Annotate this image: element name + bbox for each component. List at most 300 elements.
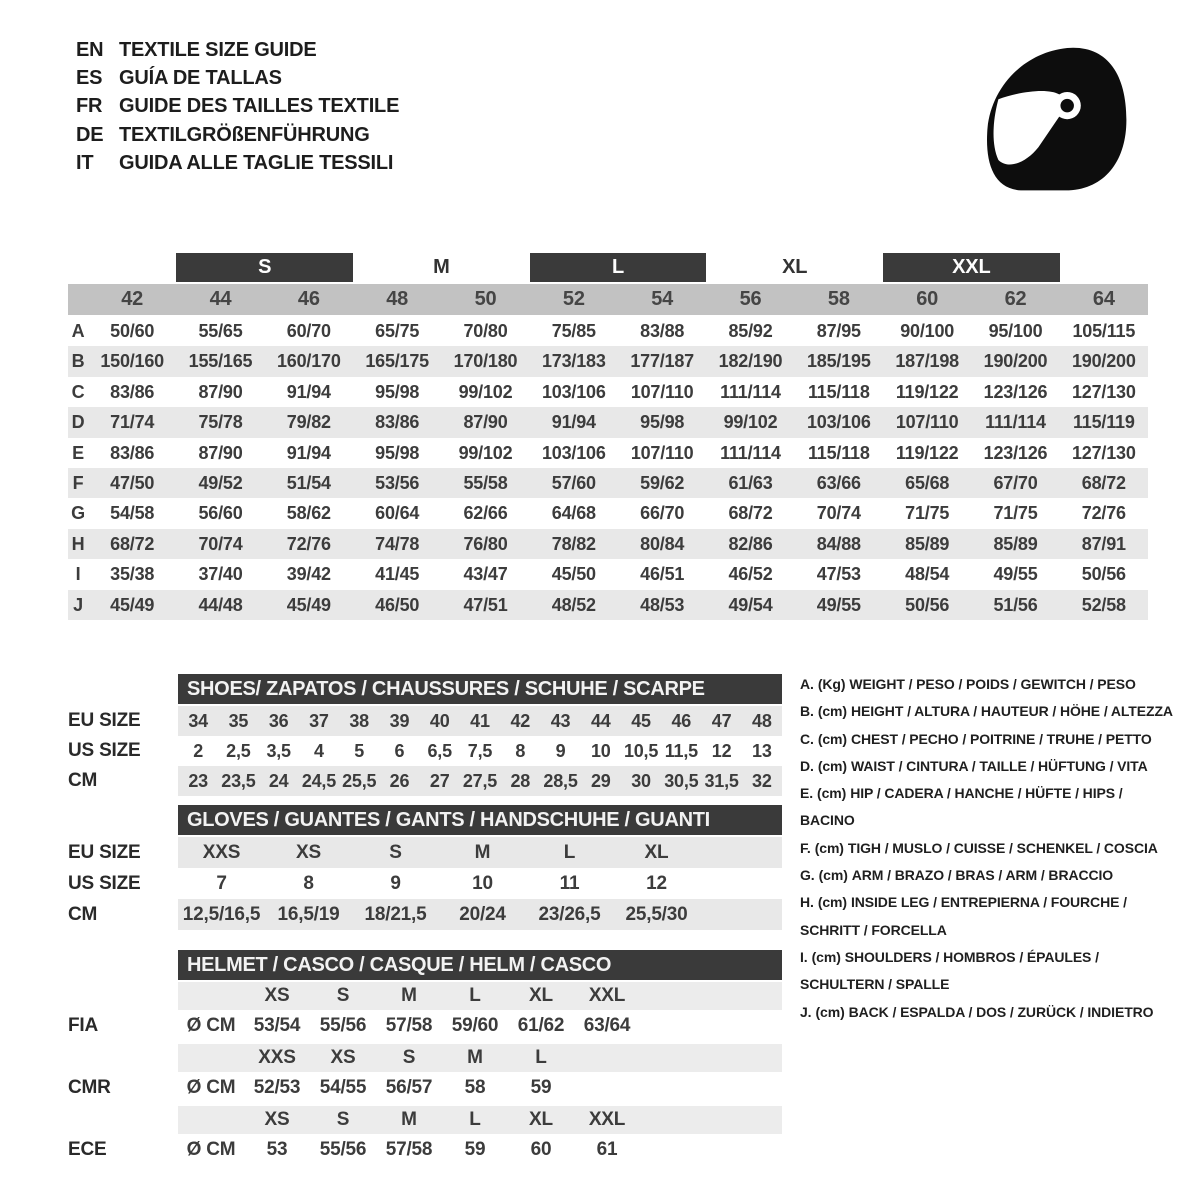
measurement-value: 80/84: [640, 533, 685, 554]
measurement-value: 54/58: [110, 503, 155, 524]
gloves-row: [68, 837, 782, 868]
shoes-row: [68, 766, 782, 796]
legend-key: F.: [800, 839, 811, 856]
gloves-table: [68, 805, 782, 930]
shoes-size-value: 28,5: [543, 771, 578, 791]
measurement-letter: I: [75, 564, 81, 585]
shoes-row: [68, 736, 782, 766]
language-code: ES: [76, 67, 103, 90]
helmet-size-label: M: [401, 985, 417, 1006]
measurement-legend: [800, 671, 1180, 1026]
measurement-value: 46/50: [375, 594, 420, 615]
gloves-size-value: XL: [644, 842, 669, 863]
helmet-size-value: 59/60: [451, 1015, 499, 1036]
measurement-value: 87/90: [198, 381, 243, 402]
measurement-value: 55/65: [198, 321, 243, 341]
language-title: TEXTILGRÖßENFÜHRUNG: [119, 123, 370, 146]
size-number: 50: [474, 288, 497, 310]
measurement-value: 85/92: [728, 321, 773, 341]
helmet-sizes-row-spacer: [68, 1106, 178, 1134]
measurement-value: 49/55: [993, 564, 1038, 585]
shoes-header-bar: [178, 674, 782, 704]
measurement-value: 45/49: [286, 594, 331, 615]
size-group-label: M: [433, 256, 450, 278]
measurement-value: 39/42: [286, 564, 331, 585]
helmet-values-row: [68, 1072, 782, 1104]
measurement-value: 59/62: [640, 472, 685, 493]
textile-size-table: [68, 253, 1148, 620]
measurement-value: 115/118: [807, 381, 870, 402]
measurement-value: 83/88: [640, 321, 685, 341]
shoes-size-value: 32: [752, 771, 772, 791]
measurement-letter: J: [73, 594, 83, 615]
language-title: GUIDE DES TAILLES TEXTILE: [119, 95, 400, 118]
helmet-size-label: S: [402, 1047, 416, 1068]
shoes-size-value: 41: [470, 711, 490, 731]
shoes-size-value: 3,5: [266, 741, 291, 761]
legend-item: [800, 862, 1180, 889]
measurement-value: 76/80: [463, 533, 508, 554]
size-number: 60: [916, 288, 939, 310]
helmet-size-label: XXS: [258, 1047, 296, 1068]
measurement-value: 71/75: [905, 503, 950, 524]
size-number: 52: [562, 288, 585, 310]
shoes-size-value: 2,5: [226, 741, 251, 761]
size-number: 54: [651, 288, 674, 310]
measurement-letter: H: [71, 533, 85, 554]
gloves-row-label: EU SIZE: [68, 842, 141, 863]
helmet-size-label: S: [336, 1109, 350, 1130]
helmet-size-label: L: [535, 1047, 547, 1068]
legend-unit: (cm): [818, 867, 848, 884]
measurement-value: 115/118: [807, 442, 870, 463]
measurement-value: 173/183: [541, 351, 606, 372]
measurement-value: 51/56: [993, 594, 1038, 615]
gloves-size-value: 11: [559, 873, 580, 894]
measurement-value: 85/89: [905, 533, 950, 554]
measurement-value: 35/38: [110, 564, 155, 585]
measurement-value: 71/75: [993, 503, 1038, 524]
helmet-size-value: 63/64: [583, 1015, 631, 1036]
measurement-value: 182/190: [718, 351, 783, 372]
helmet-table: [68, 950, 782, 1166]
shoes-size-value: 10,5: [623, 741, 659, 761]
measurement-value: 51/54: [286, 472, 331, 493]
measurement-value: 170/180: [453, 351, 518, 372]
measurement-value: 74/78: [375, 533, 420, 554]
shoes-row: [68, 706, 782, 736]
shoes-size-value: 39: [389, 711, 410, 731]
measurement-value: 49/54: [728, 594, 773, 615]
size-number: 46: [297, 288, 320, 310]
measurement-row: [68, 559, 1148, 589]
shoes-size-value: 23,5: [221, 771, 256, 791]
gloves-size-value: XS: [296, 842, 321, 863]
size-group-label: S: [176, 253, 353, 282]
language-code: DE: [76, 123, 104, 146]
measurement-value: 84/88: [816, 533, 861, 554]
shoes-size-value: 30: [631, 771, 651, 791]
shoes-size-value: 9: [555, 741, 566, 761]
shoes-size-value: 13: [752, 741, 772, 761]
gloves-row: [68, 868, 782, 899]
measurement-value: 72/76: [1081, 503, 1126, 524]
measurement-value: 83/86: [110, 381, 155, 402]
helmet-sizes-row: [68, 1106, 782, 1134]
shoes-size-value: 31,5: [704, 771, 739, 791]
helmet-standard-label: ECE: [68, 1139, 107, 1160]
legend-key: I.: [800, 948, 808, 965]
measurement-value: 68/72: [728, 503, 773, 524]
shoes-size-value: 26: [389, 771, 410, 791]
helmet-values-row: [68, 1010, 782, 1042]
legend-unit: (cm): [815, 1003, 845, 1020]
helmet-size-label: M: [401, 1109, 417, 1130]
measurement-value: 123/126: [983, 442, 1048, 463]
helmet-sizes-row: [68, 982, 782, 1010]
shoes-size-value: 36: [268, 711, 289, 731]
helmet-size-value: 54/55: [319, 1077, 367, 1098]
measurement-value: 70/74: [198, 533, 243, 554]
measurement-value: 111/114: [720, 381, 781, 402]
legend-item: [800, 889, 1180, 944]
measurement-value: 82/86: [728, 533, 773, 554]
measurement-value: 55/58: [463, 472, 508, 493]
helmet-size-value: 52/53: [253, 1077, 301, 1098]
size-number: 56: [739, 288, 762, 310]
legend-key: A.: [800, 676, 814, 692]
gloves-size-value: 8: [303, 873, 314, 894]
measurement-value: 44/48: [198, 594, 243, 615]
helmet-size-label: M: [467, 1047, 483, 1068]
measurement-value: 65/75: [375, 321, 420, 341]
legend-item: [800, 999, 1180, 1026]
measurement-value: 78/82: [551, 533, 596, 554]
measurement-value: 45/50: [551, 564, 596, 585]
helmet-size-label: XXL: [588, 1109, 626, 1130]
helmet-size-value: 55/56: [319, 1139, 367, 1160]
measurement-value: 75/85: [551, 321, 596, 341]
measurement-value: 119/122: [895, 442, 959, 463]
measurement-value: 87/90: [463, 412, 508, 433]
legend-item: [800, 944, 1180, 999]
measurement-letter: E: [72, 442, 84, 463]
helmet-standard-label: CMR: [68, 1077, 111, 1098]
legend-text: WEIGHT / PESO / POIDS / GEWITCH / PESO: [849, 676, 1136, 692]
helmet-size-label: XS: [330, 1047, 356, 1068]
shoes-size-value: 35: [228, 711, 249, 731]
legend-text: BACK / ESPALDA / DOS / ZURÜCK / INDIETRO: [848, 1003, 1154, 1020]
gloves-row-label: US SIZE: [68, 873, 141, 894]
size-number: 42: [121, 288, 144, 310]
measurement-value: 190/200: [1071, 351, 1136, 372]
measurement-value: 67/70: [993, 472, 1038, 493]
gloves-size-value: L: [563, 842, 576, 863]
shoes-size-value: 8: [515, 741, 526, 761]
shoes-size-value: 38: [349, 711, 369, 731]
measurement-letter: D: [71, 412, 85, 433]
language-code: EN: [76, 38, 104, 61]
helmet-size-value: 58: [464, 1077, 486, 1098]
helmet-size-label: XS: [264, 1109, 290, 1130]
helmet-standard-group: [68, 1044, 782, 1104]
measurement-row: [68, 590, 1148, 620]
helmet-sizes-row-spacer: [68, 982, 178, 1010]
legend-text: WAIST / CINTURA / TAILLE / HÜFTUNG / VITA: [850, 757, 1148, 774]
measurement-value: 48/54: [905, 564, 950, 585]
measurement-value: 48/52: [551, 594, 596, 615]
helmet-sizes-row-spacer: [68, 1044, 178, 1072]
helmet-size-label: XL: [529, 985, 553, 1006]
helmet-size-value: 59: [464, 1139, 486, 1160]
helmet-size-value: 57/58: [385, 1139, 433, 1160]
gloves-size-value: 10: [472, 873, 493, 894]
helmet-size-value: 55/56: [319, 1015, 367, 1036]
gloves-size-value: M: [474, 842, 491, 863]
helmet-size-value: 61/62: [517, 1015, 565, 1036]
language-title-list: [76, 36, 399, 178]
measurement-value: 47/53: [816, 564, 861, 585]
shoes-size-value: 2: [193, 741, 204, 761]
measurement-value: 185/195: [806, 351, 871, 372]
measurement-value: 48/53: [640, 594, 685, 615]
helmet-size-label: L: [469, 985, 481, 1006]
gloves-size-value: 25,5/30: [625, 904, 688, 925]
measurement-value: 165/175: [365, 351, 429, 372]
measurement-row: [68, 498, 1148, 528]
measurement-row: [68, 438, 1148, 468]
language-title: GUIDA ALLE TAGLIE TESSILI: [119, 152, 394, 175]
measurement-value: 50/60: [110, 321, 155, 341]
helmet-icon: [975, 40, 1137, 200]
measurement-value: 83/86: [110, 442, 155, 463]
shoes-size-value: 24: [268, 771, 289, 791]
measurement-value: 87/90: [198, 442, 243, 463]
helmet-size-value: 53/54: [253, 1015, 301, 1036]
shoes-table: [68, 674, 782, 796]
helmet-size-label: XL: [529, 1109, 553, 1130]
shoes-size-value: 40: [429, 711, 450, 731]
measurement-value: 65/68: [905, 472, 950, 493]
measurement-value: 64/68: [551, 503, 596, 524]
measurement-value: 107/110: [895, 412, 959, 433]
shoes-row-label: CM: [68, 770, 98, 791]
legend-text: ARM / BRAZO / BRAS / ARM / BRACCIO: [851, 867, 1114, 884]
measurement-value: 107/110: [630, 442, 694, 463]
shoes-size-value: 5: [354, 741, 365, 761]
gloves-header-bar: [178, 805, 782, 835]
measurement-value: 115/119: [1072, 412, 1135, 433]
measurement-value: 63/66: [816, 472, 861, 493]
size-group-label: L: [530, 253, 707, 282]
measurement-value: 85/89: [993, 533, 1038, 554]
helmet-size-value: 57/58: [385, 1015, 433, 1036]
measurement-rows: [68, 316, 1148, 620]
language-row: [76, 36, 399, 64]
measurement-value: 91/94: [551, 412, 596, 433]
measurement-value: 91/94: [286, 381, 331, 402]
language-title: GUÍA DE TALLAS: [119, 67, 282, 90]
legend-text: INSIDE LEG / ENTREPIERNA / FOURCHE / SCHRITT / FORCELLA: [800, 894, 1127, 938]
helmet-size-value: 53: [266, 1139, 288, 1160]
measurement-value: 49/55: [816, 594, 861, 615]
language-title: TEXTILE SIZE GUIDE: [119, 38, 317, 61]
size-number: 44: [209, 288, 232, 310]
measurement-value: 66/70: [640, 503, 685, 524]
measurement-value: 95/98: [640, 412, 685, 433]
measurement-value: 68/72: [1081, 472, 1126, 493]
shoes-size-value: 11,5: [664, 741, 698, 761]
shoes-size-value: 27: [429, 771, 450, 791]
gloves-size-value: 23/26,5: [538, 904, 601, 925]
legend-key: J.: [800, 1003, 812, 1020]
shoes-size-value: 48: [752, 711, 772, 731]
measurement-row: [68, 529, 1148, 559]
measurement-value: 111/114: [720, 442, 781, 463]
measurement-value: 71/74: [110, 412, 155, 433]
measurement-value: 58/62: [286, 503, 331, 524]
measurement-row: [68, 346, 1148, 376]
measurement-value: 50/56: [1081, 564, 1126, 585]
shoes-size-value: 30,5: [664, 771, 699, 791]
legend-key: D.: [800, 757, 814, 774]
legend-key: C.: [800, 730, 814, 747]
legend-unit: (cm): [817, 894, 847, 911]
legend-item: [800, 698, 1180, 725]
size-number: 48: [386, 288, 409, 310]
measurement-value: 47/51: [463, 594, 508, 615]
measurement-value: 111/114: [985, 412, 1046, 433]
legend-unit: (cm): [814, 839, 844, 856]
shoes-size-value: 10: [590, 741, 611, 761]
measurement-row: [68, 377, 1148, 407]
size-number: 58: [827, 288, 850, 310]
measurement-value: 187/198: [895, 351, 959, 372]
shoes-size-value: 45: [631, 711, 651, 731]
gloves-row-label: CM: [68, 904, 98, 925]
measurement-value: 60/70: [286, 321, 331, 341]
shoes-size-value: 4: [314, 741, 324, 761]
measurement-value: 46/52: [728, 564, 773, 585]
measurement-value: 60/64: [375, 503, 420, 524]
measurement-row: [68, 407, 1148, 437]
helmet-size-label: S: [336, 985, 350, 1006]
helmet-size-value: 61: [596, 1139, 618, 1160]
size-number: 62: [1004, 288, 1027, 310]
measurement-value: 160/170: [276, 351, 341, 372]
legend-item: [800, 753, 1180, 780]
shoes-size-value: 34: [188, 711, 208, 731]
measurement-value: 103/106: [541, 381, 606, 402]
measurement-value: 103/106: [806, 412, 871, 433]
measurement-value: 103/106: [541, 442, 606, 463]
measurement-letter: G: [71, 503, 85, 524]
gloves-size-value: 9: [390, 873, 401, 894]
measurement-value: 95/100: [988, 321, 1043, 341]
helmet-size-label: XXL: [588, 985, 626, 1006]
shoes-size-value: 43: [550, 711, 571, 731]
measurement-value: 50/56: [905, 594, 950, 615]
legend-unit: (Kg): [817, 676, 846, 692]
gloves-size-value: 16,5/19: [277, 904, 340, 925]
size-number: 64: [1092, 288, 1115, 310]
measurement-value: 95/98: [375, 381, 420, 402]
legend-unit: (cm): [817, 757, 847, 774]
measurement-value: 99/102: [458, 442, 513, 463]
measurement-value: 127/130: [1071, 381, 1136, 402]
measurement-value: 47/50: [110, 472, 155, 493]
gloves-size-value: 7: [216, 873, 227, 894]
helmet-title: HELMET / CASCO / CASQUE / HELM / CASCO: [187, 953, 612, 976]
shoes-size-value: 46: [671, 711, 692, 731]
measurement-value: 52/58: [1081, 594, 1126, 615]
shoes-size-value: 6: [394, 741, 405, 761]
helmet-size-value: 60: [530, 1139, 552, 1160]
helmet-diameter-label: Ø CM: [186, 1139, 236, 1160]
measurement-value: 70/80: [463, 321, 508, 341]
gloves-title: GLOVES / GUANTES / GANTS / HANDSCHUHE / GUANTI: [187, 808, 710, 831]
measurement-value: 53/56: [375, 472, 420, 493]
shoes-size-value: 47: [711, 711, 732, 731]
shoes-size-value: 25,5: [342, 771, 377, 791]
gloves-size-value: 12: [646, 873, 667, 894]
measurement-value: 68/72: [110, 533, 155, 554]
shoes-size-value: 37: [309, 711, 329, 731]
helmet-diameter-label: Ø CM: [186, 1077, 236, 1098]
measurement-value: 45/49: [110, 594, 155, 615]
language-code: FR: [76, 95, 103, 118]
measurement-letter: A: [71, 321, 85, 341]
shoes-size-value: 27,5: [462, 771, 498, 791]
measurement-value: 99/102: [723, 412, 778, 433]
shoes-size-value: 29: [590, 771, 611, 791]
gloves-size-value: 12,5/16,5: [182, 904, 261, 925]
helmet-standard-group: [68, 982, 782, 1042]
legend-unit: (cm): [817, 730, 847, 747]
legend-key: E.: [800, 785, 814, 802]
measurement-value: 107/110: [630, 381, 694, 402]
measurement-value: 87/95: [816, 321, 861, 341]
helmet-header-bar: [178, 950, 782, 980]
legend-key: H.: [800, 894, 814, 911]
size-number-band: [68, 284, 1148, 315]
helmet-diameter-label: Ø CM: [186, 1015, 236, 1036]
measurement-value: 91/94: [286, 442, 331, 463]
measurement-value: 61/63: [728, 472, 773, 493]
measurement-value: 62/66: [463, 503, 508, 524]
helmet-sizes-row: [68, 1044, 782, 1072]
legend-key: G.: [800, 867, 815, 884]
legend-key: B.: [800, 703, 814, 720]
legend-text: TIGH / MUSLO / CUISSE / SCHENKEL / COSCIA: [847, 839, 1158, 856]
measurement-value: 79/82: [286, 412, 331, 433]
helmet-size-value: 59: [530, 1077, 552, 1098]
measurement-value: 37/40: [198, 564, 243, 585]
helmet-standard-group: [68, 1106, 782, 1166]
language-code: IT: [76, 152, 94, 175]
language-row: [76, 121, 399, 149]
measurement-value: 127/130: [1071, 442, 1136, 463]
shoes-size-value: 12: [711, 741, 732, 761]
shoes-title: SHOES/ ZAPATOS / CHAUSSURES / SCHUHE / SCARPE: [187, 677, 705, 700]
measurement-value: 72/76: [286, 533, 331, 554]
helmet-size-label: L: [469, 1109, 481, 1130]
size-group-label: XL: [782, 256, 808, 278]
measurement-row: [68, 316, 1148, 346]
shoes-row-label: US SIZE: [68, 740, 141, 761]
helmet-values-row: [68, 1134, 782, 1166]
measurement-value: 56/60: [198, 503, 243, 524]
